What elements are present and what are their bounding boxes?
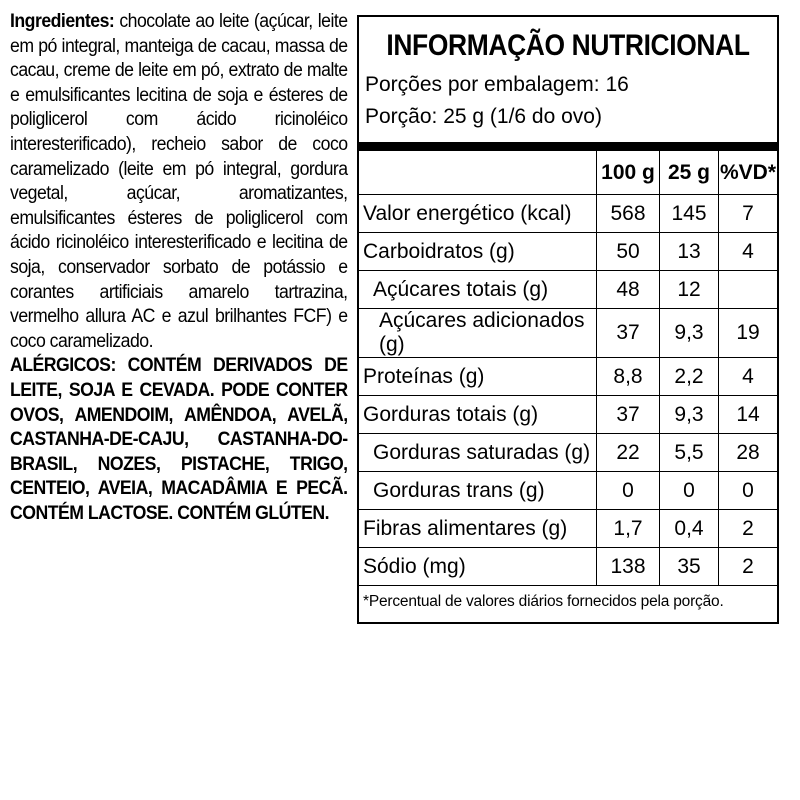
ingredients-lead: Ingredientes: — [10, 11, 115, 32]
nutrition-facts-table — [357, 15, 779, 624]
value-25g: 5,5 — [660, 434, 719, 472]
value-25g: 145 — [660, 195, 719, 233]
allergens-text: ALÉRGICOS: CONTÉM DERIVADOS DE LEITE, SOJA E CEVADA. PODE CONTER OVOS, AMENDOIM, AMÊNDOA, AVELÃ, CASTANHA-DE-CAJU, CASTANHA-DO-BRASIL, NOZES, PISTACHE, TRIGO, CENTEIO, AVEIA, MACADÂMIA E PECÃ. CONTÉM LACTOSE. CONTÉM GLÚTEN. — [10, 355, 348, 524]
nutrient-label: Carboidratos (g) — [359, 233, 597, 271]
table-row — [359, 548, 777, 586]
servings-per-package: Porções por embalagem: 16 — [365, 73, 629, 96]
value-100g: 48 — [597, 271, 660, 309]
value-vd: 2 — [719, 510, 778, 548]
nutrition-title: INFORMAÇÃO NUTRICIONAL — [386, 29, 750, 62]
table-row — [359, 195, 777, 233]
value-25g: 0 — [660, 472, 719, 510]
value-100g: 138 — [597, 548, 660, 586]
value-vd: 2 — [719, 548, 778, 586]
value-100g: 37 — [597, 396, 660, 434]
value-25g: 35 — [660, 548, 719, 586]
divider-bar — [359, 142, 777, 151]
nutrient-label: Açúcares adicionados (g) — [359, 309, 597, 358]
table-row — [359, 434, 777, 472]
value-vd: 14 — [719, 396, 778, 434]
nutrient-label: Gorduras saturadas (g) — [359, 434, 597, 472]
ingredients-text: chocolate ao leite (açúcar, leite em pó integral, manteiga de cacau, massa de cacau, creme de leite em pó, extrato de malte e emulsificantes lecitina de soja e ésteres de poliglicerol com ácido ricinoléico interesterificado), recheio sabor de coco caramelizado (leite em pó integral, gordura vegetal, açúcar, aromatizantes, emulsificantes ésteres de poliglicerol com ácido ricinoléico interesterificado e lecitina de soja, conservador sorbato de potássio e corantes artificiais amarelo tartrazina, vermelho allura AC e azul brilhantes FCF) e coco caramelizado. — [10, 11, 348, 352]
nutrient-label: Valor energético (kcal) — [359, 195, 597, 233]
value-25g: 9,3 — [660, 396, 719, 434]
table-row — [359, 271, 777, 309]
header-label-cell — [359, 151, 597, 195]
value-25g: 12 — [660, 271, 719, 309]
value-vd: 7 — [719, 195, 778, 233]
value-100g: 8,8 — [597, 358, 660, 396]
value-vd: 4 — [719, 233, 778, 271]
value-25g: 2,2 — [660, 358, 719, 396]
footnote: *Percentual de valores diários fornecidos pela porção. — [363, 593, 724, 610]
value-25g: 9,3 — [660, 309, 719, 358]
header-vd: %VD* — [719, 151, 778, 195]
nutrient-label: Sódio (mg) — [359, 548, 597, 586]
table-row — [359, 396, 777, 434]
value-100g: 37 — [597, 309, 660, 358]
ingredients-panel — [10, 10, 348, 526]
value-vd: 4 — [719, 358, 778, 396]
table-row — [359, 358, 777, 396]
value-25g: 0,4 — [660, 510, 719, 548]
nutrient-label: Gorduras trans (g) — [359, 472, 597, 510]
header-100g: 100 g — [597, 151, 660, 195]
value-vd: 0 — [719, 472, 778, 510]
value-25g: 13 — [660, 233, 719, 271]
header-25g: 25 g — [660, 151, 719, 195]
table-row — [359, 510, 777, 548]
value-100g: 50 — [597, 233, 660, 271]
value-100g: 0 — [597, 472, 660, 510]
table-row — [359, 233, 777, 271]
value-vd: 28 — [719, 434, 778, 472]
nutrients-table — [359, 151, 777, 586]
serving-size: Porção: 25 g (1/6 do ovo) — [365, 105, 602, 128]
table-row — [359, 472, 777, 510]
value-100g: 22 — [597, 434, 660, 472]
value-100g: 1,7 — [597, 510, 660, 548]
value-100g: 568 — [597, 195, 660, 233]
nutrient-label: Açúcares totais (g) — [359, 271, 597, 309]
value-vd: 19 — [719, 309, 778, 358]
nutrients-header-row — [359, 151, 777, 195]
nutrient-label: Gorduras totais (g) — [359, 396, 597, 434]
table-row — [359, 309, 777, 358]
value-vd — [719, 271, 778, 309]
nutrient-label: Proteínas (g) — [359, 358, 597, 396]
nutrient-label: Fibras alimentares (g) — [359, 510, 597, 548]
